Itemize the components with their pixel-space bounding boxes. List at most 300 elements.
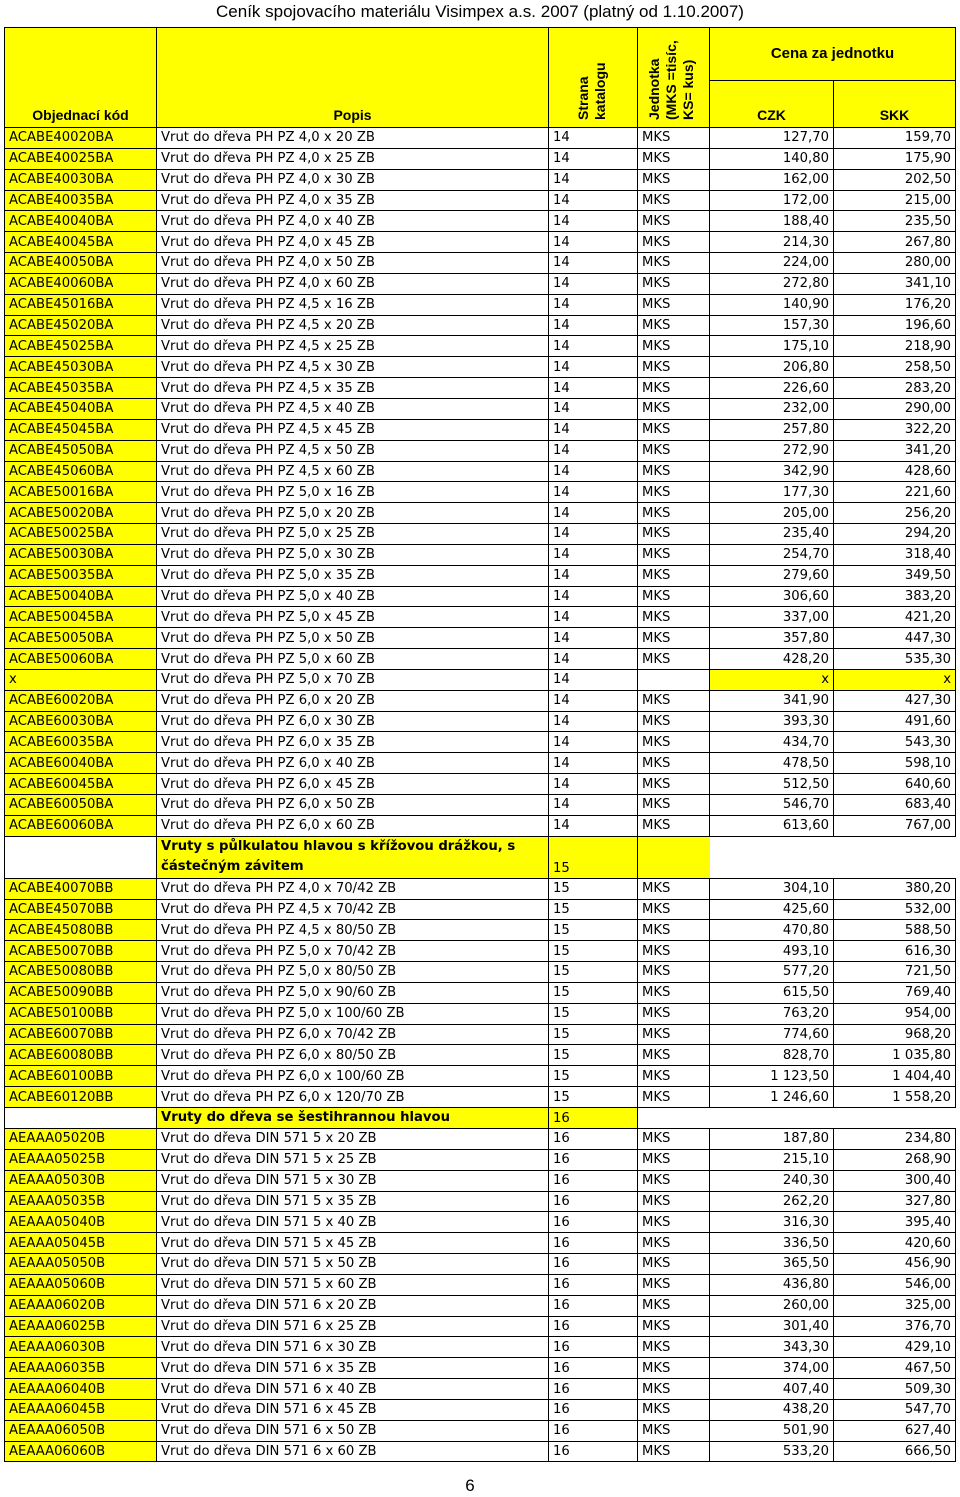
price-skk: 267,80	[834, 232, 956, 253]
price-skk: 325,00	[834, 1295, 956, 1316]
price-skk: 176,20	[834, 294, 956, 315]
order-code: ACABE60100BB	[5, 1066, 157, 1087]
catalog-page: 15	[549, 1066, 638, 1087]
unit: MKS	[638, 815, 710, 836]
unit: MKS	[638, 732, 710, 753]
header-unit	[638, 28, 710, 128]
catalog-page: 16	[549, 1316, 638, 1337]
description: Vrut do dřeva DIN 571 5 x 20 ZB	[157, 1128, 549, 1149]
table-row	[5, 253, 956, 274]
catalog-page: 14	[549, 357, 638, 378]
price-czk: 470,80	[710, 920, 834, 941]
table-row	[5, 524, 956, 545]
order-code: ACABE40040BA	[5, 211, 157, 232]
description: Vrut do dřeva PH PZ 5,0 x 50 ZB	[157, 628, 549, 649]
price-czk: 577,20	[710, 962, 834, 983]
catalog-page: 14	[549, 169, 638, 190]
table-row	[5, 982, 956, 1003]
price-skk: 341,10	[834, 273, 956, 294]
description: Vrut do dřeva PH PZ 4,5 x 70/42 ZB	[157, 899, 549, 920]
table-row	[5, 1045, 956, 1066]
table-row	[5, 190, 956, 211]
order-code: ACABE60050BA	[5, 795, 157, 816]
order-code: ACABE40025BA	[5, 148, 157, 169]
order-code: AEAAA06020B	[5, 1295, 157, 1316]
order-code: ACABE60120BB	[5, 1087, 157, 1108]
price-czk: 493,10	[710, 941, 834, 962]
price-czk: 1 246,60	[710, 1087, 834, 1108]
price-skk: 1 035,80	[834, 1045, 956, 1066]
catalog-page: 16	[549, 1170, 638, 1191]
section-blank-cell	[5, 1107, 157, 1128]
unit: MKS	[638, 690, 710, 711]
catalog-page: 14	[549, 440, 638, 461]
description: Vrut do dřeva PH PZ 6,0 x 100/60 ZB	[157, 1066, 549, 1087]
description: Vrut do dřeva DIN 571 5 x 50 ZB	[157, 1254, 549, 1275]
price-czk: 501,90	[710, 1420, 834, 1441]
price-skk: 280,00	[834, 253, 956, 274]
unit: MKS	[638, 1316, 710, 1337]
catalog-page: 14	[549, 753, 638, 774]
table-row	[5, 1358, 956, 1379]
catalog-page: 15	[549, 1045, 638, 1066]
price-skk: 1 404,40	[834, 1066, 956, 1087]
order-code: AEAAA06050B	[5, 1420, 157, 1441]
table-row	[5, 315, 956, 336]
price-skk: 380,20	[834, 878, 956, 899]
price-skk: 721,50	[834, 962, 956, 983]
description: Vrut do dřeva PH PZ 4,0 x 45 ZB	[157, 232, 549, 253]
table-row	[5, 920, 956, 941]
order-code: ACABE60030BA	[5, 711, 157, 732]
table-row	[5, 378, 956, 399]
order-code: ACABE45050BA	[5, 440, 157, 461]
catalog-page: 14	[549, 482, 638, 503]
catalog-page: 14	[549, 294, 638, 315]
table-row	[5, 1420, 956, 1441]
unit: MKS	[638, 1358, 710, 1379]
price-czk: 232,00	[710, 398, 834, 419]
order-code: AEAAA05035B	[5, 1191, 157, 1212]
price-czk: 374,00	[710, 1358, 834, 1379]
unit: MKS	[638, 1337, 710, 1358]
description: Vrut do dřeva PH PZ 4,0 x 50 ZB	[157, 253, 549, 274]
catalog-page: 14	[549, 669, 638, 690]
order-code: ACABE50060BA	[5, 649, 157, 670]
order-code: ACABE45060BA	[5, 461, 157, 482]
order-code: ACABE45070BB	[5, 899, 157, 920]
price-skk: 598,10	[834, 753, 956, 774]
section-blank-cell	[834, 836, 956, 878]
description: Vrut do dřeva PH PZ 4,0 x 60 ZB	[157, 273, 549, 294]
unit: MKS	[638, 774, 710, 795]
unit: MKS	[638, 607, 710, 628]
price-skk: 429,10	[834, 1337, 956, 1358]
section-catalog-page: 16	[549, 1107, 638, 1128]
order-code: ACABE45030BA	[5, 357, 157, 378]
price-czk: 140,80	[710, 148, 834, 169]
catalog-page: 14	[549, 128, 638, 149]
table-row	[5, 169, 956, 190]
catalog-page: 15	[549, 962, 638, 983]
table-row	[5, 1274, 956, 1295]
catalog-page: 14	[549, 774, 638, 795]
unit: MKS	[638, 524, 710, 545]
header-skk: SKK	[834, 81, 956, 128]
unit: MKS	[638, 461, 710, 482]
description: Vrut do dřeva PH PZ 5,0 x 80/50 ZB	[157, 962, 549, 983]
description: Vrut do dřeva PH PZ 5,0 x 30 ZB	[157, 544, 549, 565]
header-catalog-page-text: Strana katalogu	[575, 62, 608, 120]
table-row	[5, 128, 956, 149]
table-row	[5, 774, 956, 795]
catalog-page: 16	[549, 1191, 638, 1212]
price-skk: 290,00	[834, 398, 956, 419]
table-row	[5, 544, 956, 565]
table-row	[5, 461, 956, 482]
catalog-page: 14	[549, 211, 638, 232]
header-czk: CZK	[710, 81, 834, 128]
description: Vrut do dřeva PH PZ 4,5 x 45 ZB	[157, 419, 549, 440]
price-czk: 157,30	[710, 315, 834, 336]
section-blank-cell	[5, 836, 157, 878]
price-czk: 175,10	[710, 336, 834, 357]
order-code: ACABE60045BA	[5, 774, 157, 795]
unit: MKS	[638, 1399, 710, 1420]
description: Vrut do dřeva PH PZ 5,0 x 20 ZB	[157, 503, 549, 524]
price-czk: x	[710, 669, 834, 690]
price-skk: 546,00	[834, 1274, 956, 1295]
order-code: ACABE50100BB	[5, 1003, 157, 1024]
price-czk: 438,20	[710, 1399, 834, 1420]
table-row	[5, 1212, 956, 1233]
price-skk: 159,70	[834, 128, 956, 149]
catalog-page: 14	[549, 586, 638, 607]
order-code: ACABE40035BA	[5, 190, 157, 211]
unit: MKS	[638, 503, 710, 524]
catalog-page: 14	[549, 378, 638, 399]
table-row	[5, 440, 956, 461]
price-czk: 279,60	[710, 565, 834, 586]
price-skk: 218,90	[834, 336, 956, 357]
order-code: ACABE50040BA	[5, 586, 157, 607]
price-czk: 187,80	[710, 1128, 834, 1149]
price-skk: 221,60	[834, 482, 956, 503]
section-header-row	[5, 836, 956, 878]
table-row	[5, 878, 956, 899]
price-czk: 434,70	[710, 732, 834, 753]
unit: MKS	[638, 1128, 710, 1149]
unit: MKS	[638, 440, 710, 461]
catalog-page: 14	[549, 190, 638, 211]
price-czk: 257,80	[710, 419, 834, 440]
unit: MKS	[638, 357, 710, 378]
price-czk: 774,60	[710, 1024, 834, 1045]
catalog-page: 14	[549, 398, 638, 419]
order-code: ACABE40045BA	[5, 232, 157, 253]
description: Vrut do dřeva PH PZ 4,5 x 20 ZB	[157, 315, 549, 336]
order-code: ACABE50030BA	[5, 544, 157, 565]
table-row	[5, 732, 956, 753]
header-code: Objednací kód	[5, 28, 157, 128]
unit: MKS	[638, 398, 710, 419]
unit	[638, 669, 710, 690]
catalog-page: 16	[549, 1128, 638, 1149]
table-row	[5, 1379, 956, 1400]
catalog-page: 16	[549, 1233, 638, 1254]
catalog-page: 14	[549, 815, 638, 836]
unit: MKS	[638, 1379, 710, 1400]
order-code: ACABE50080BB	[5, 962, 157, 983]
price-skk: 256,20	[834, 503, 956, 524]
order-code: AEAAA06030B	[5, 1337, 157, 1358]
section-blank-cell	[638, 836, 710, 878]
price-skk: 456,90	[834, 1254, 956, 1275]
description: Vrut do dřeva PH PZ 6,0 x 40 ZB	[157, 753, 549, 774]
description: Vrut do dřeva PH PZ 6,0 x 120/70 ZB	[157, 1087, 549, 1108]
catalog-page: 15	[549, 982, 638, 1003]
catalog-page: 16	[549, 1358, 638, 1379]
unit: MKS	[638, 190, 710, 211]
section-blank-cell	[710, 1107, 834, 1128]
catalog-page: 16	[549, 1399, 638, 1420]
price-skk: 202,50	[834, 169, 956, 190]
price-czk: 357,80	[710, 628, 834, 649]
description: Vrut do dřeva PH PZ 5,0 x 45 ZB	[157, 607, 549, 628]
order-code: ACABE60060BA	[5, 815, 157, 836]
catalog-page: 15	[549, 941, 638, 962]
description: Vrut do dřeva PH PZ 4,5 x 50 ZB	[157, 440, 549, 461]
description: Vrut do dřeva PH PZ 4,5 x 60 ZB	[157, 461, 549, 482]
catalog-page: 15	[549, 1087, 638, 1108]
price-skk: 283,20	[834, 378, 956, 399]
order-code: ACABE50050BA	[5, 628, 157, 649]
price-skk: 447,30	[834, 628, 956, 649]
price-table	[4, 27, 956, 1462]
catalog-page: 14	[549, 273, 638, 294]
unit: MKS	[638, 211, 710, 232]
table-row	[5, 1066, 956, 1087]
order-code: ACABE45045BA	[5, 419, 157, 440]
price-czk: 337,00	[710, 607, 834, 628]
order-code: ACABE40050BA	[5, 253, 157, 274]
unit: MKS	[638, 544, 710, 565]
price-skk: 769,40	[834, 982, 956, 1003]
order-code: AEAAA05060B	[5, 1274, 157, 1295]
table-row	[5, 711, 956, 732]
header-unit-text: Jednotka (MKS =tisíc, KS= kus)	[645, 40, 696, 120]
price-czk: 478,50	[710, 753, 834, 774]
table-row	[5, 398, 956, 419]
order-code: ACABE45016BA	[5, 294, 157, 315]
price-czk: 428,20	[710, 649, 834, 670]
unit: MKS	[638, 1441, 710, 1462]
description: Vrut do dřeva PH PZ 5,0 x 16 ZB	[157, 482, 549, 503]
price-skk: 588,50	[834, 920, 956, 941]
price-czk: 342,90	[710, 461, 834, 482]
unit: MKS	[638, 1149, 710, 1170]
unit: MKS	[638, 315, 710, 336]
price-czk: 1 123,50	[710, 1066, 834, 1087]
table-row	[5, 357, 956, 378]
description: Vrut do dřeva DIN 571 6 x 60 ZB	[157, 1441, 549, 1462]
order-code: AEAAA06060B	[5, 1441, 157, 1462]
order-code: ACABE45025BA	[5, 336, 157, 357]
description: Vrut do dřeva DIN 571 6 x 35 ZB	[157, 1358, 549, 1379]
table-row	[5, 1024, 956, 1045]
description: Vrut do dřeva DIN 571 6 x 30 ZB	[157, 1337, 549, 1358]
table-row	[5, 586, 956, 607]
catalog-page: 16	[549, 1254, 638, 1275]
unit: MKS	[638, 419, 710, 440]
order-code: ACABE50045BA	[5, 607, 157, 628]
price-skk: 491,60	[834, 711, 956, 732]
unit: MKS	[638, 1066, 710, 1087]
price-czk: 828,70	[710, 1045, 834, 1066]
catalog-page: 16	[549, 1149, 638, 1170]
catalog-page: 16	[549, 1212, 638, 1233]
description: Vrut do dřeva DIN 571 6 x 45 ZB	[157, 1399, 549, 1420]
catalog-page: 14	[549, 732, 638, 753]
table-row	[5, 962, 956, 983]
price-czk: 613,60	[710, 815, 834, 836]
unit: MKS	[638, 941, 710, 962]
description: Vrut do dřeva PH PZ 4,0 x 30 ZB	[157, 169, 549, 190]
catalog-page: 14	[549, 524, 638, 545]
price-skk: 535,30	[834, 649, 956, 670]
unit: MKS	[638, 1087, 710, 1108]
header-catalog-page	[549, 28, 638, 128]
order-code: AEAAA06045B	[5, 1399, 157, 1420]
unit: MKS	[638, 878, 710, 899]
description: Vrut do dřeva PH PZ 6,0 x 60 ZB	[157, 815, 549, 836]
description: Vrut do dřeva DIN 571 5 x 40 ZB	[157, 1212, 549, 1233]
table-row	[5, 669, 956, 690]
price-czk: 546,70	[710, 795, 834, 816]
unit: MKS	[638, 565, 710, 586]
catalog-page: 14	[549, 336, 638, 357]
price-czk: 304,10	[710, 878, 834, 899]
description: Vrut do dřeva PH PZ 4,0 x 20 ZB	[157, 128, 549, 149]
catalog-page: 16	[549, 1274, 638, 1295]
order-code: ACABE60070BB	[5, 1024, 157, 1045]
order-code: AEAAA06035B	[5, 1358, 157, 1379]
description: Vrut do dřeva PH PZ 4,5 x 40 ZB	[157, 398, 549, 419]
description: Vrut do dřeva DIN 571 5 x 35 ZB	[157, 1191, 549, 1212]
order-code: ACABE40020BA	[5, 128, 157, 149]
unit: MKS	[638, 899, 710, 920]
price-czk: 172,00	[710, 190, 834, 211]
catalog-page: 14	[549, 419, 638, 440]
table-body	[5, 128, 956, 1462]
price-skk: 349,50	[834, 565, 956, 586]
unit: MKS	[638, 920, 710, 941]
catalog-page: 16	[549, 1420, 638, 1441]
table-row	[5, 1087, 956, 1108]
description: Vrut do dřeva PH PZ 6,0 x 20 ZB	[157, 690, 549, 711]
table-row	[5, 1295, 956, 1316]
price-skk: 341,20	[834, 440, 956, 461]
unit: MKS	[638, 294, 710, 315]
table-row	[5, 1399, 956, 1420]
price-skk: 258,50	[834, 357, 956, 378]
price-czk: 343,30	[710, 1337, 834, 1358]
unit: MKS	[638, 1295, 710, 1316]
description: Vrut do dřeva PH PZ 5,0 x 40 ZB	[157, 586, 549, 607]
catalog-page: 16	[549, 1295, 638, 1316]
order-code: AEAAA05050B	[5, 1254, 157, 1275]
price-skk: x	[834, 669, 956, 690]
order-code: AEAAA05020B	[5, 1128, 157, 1149]
description: Vrut do dřeva DIN 571 5 x 25 ZB	[157, 1149, 549, 1170]
catalog-page: 14	[549, 315, 638, 336]
order-code: AEAAA06025B	[5, 1316, 157, 1337]
order-code: ACABE45040BA	[5, 398, 157, 419]
price-skk: 532,00	[834, 899, 956, 920]
order-code: AEAAA06040B	[5, 1379, 157, 1400]
description: Vrut do dřeva DIN 571 5 x 30 ZB	[157, 1170, 549, 1191]
order-code: ACABE60080BB	[5, 1045, 157, 1066]
description: Vrut do dřeva DIN 571 5 x 60 ZB	[157, 1274, 549, 1295]
unit: MKS	[638, 1212, 710, 1233]
price-skk: 954,00	[834, 1003, 956, 1024]
table-row	[5, 1191, 956, 1212]
price-skk: 427,30	[834, 690, 956, 711]
unit: MKS	[638, 378, 710, 399]
price-czk: 336,50	[710, 1233, 834, 1254]
price-skk: 1 558,20	[834, 1087, 956, 1108]
description: Vrut do dřeva PH PZ 4,5 x 30 ZB	[157, 357, 549, 378]
catalog-page: 14	[549, 461, 638, 482]
description: Vrut do dřeva DIN 571 6 x 20 ZB	[157, 1295, 549, 1316]
order-code: ACABE45020BA	[5, 315, 157, 336]
price-skk: 175,90	[834, 148, 956, 169]
table-row	[5, 899, 956, 920]
catalog-page: 14	[549, 607, 638, 628]
price-skk: 322,20	[834, 419, 956, 440]
unit: MKS	[638, 649, 710, 670]
description: Vrut do dřeva PH PZ 6,0 x 45 ZB	[157, 774, 549, 795]
table-row	[5, 1149, 956, 1170]
table-row	[5, 795, 956, 816]
price-skk: 421,20	[834, 607, 956, 628]
unit: MKS	[638, 982, 710, 1003]
price-czk: 393,30	[710, 711, 834, 732]
table-row	[5, 336, 956, 357]
unit: MKS	[638, 1233, 710, 1254]
table-row	[5, 232, 956, 253]
price-skk: 318,40	[834, 544, 956, 565]
unit: MKS	[638, 253, 710, 274]
table-row	[5, 607, 956, 628]
page-title: Ceník spojovacího materiálu Visimpex a.s. 2007 (platný od 1.10.2007)	[216, 2, 744, 21]
unit: MKS	[638, 1274, 710, 1295]
description: Vrut do dřeva PH PZ 5,0 x 35 ZB	[157, 565, 549, 586]
order-code: ACABE50016BA	[5, 482, 157, 503]
order-code: ACABE60035BA	[5, 732, 157, 753]
description: Vrut do dřeva PH PZ 5,0 x 60 ZB	[157, 649, 549, 670]
price-czk: 177,30	[710, 482, 834, 503]
price-czk: 306,60	[710, 586, 834, 607]
table-row	[5, 1128, 956, 1149]
table-row	[5, 294, 956, 315]
price-skk: 234,80	[834, 1128, 956, 1149]
price-skk: 767,00	[834, 815, 956, 836]
table-row	[5, 753, 956, 774]
price-skk: 467,50	[834, 1358, 956, 1379]
price-skk: 627,40	[834, 1420, 956, 1441]
order-code: ACABE60040BA	[5, 753, 157, 774]
